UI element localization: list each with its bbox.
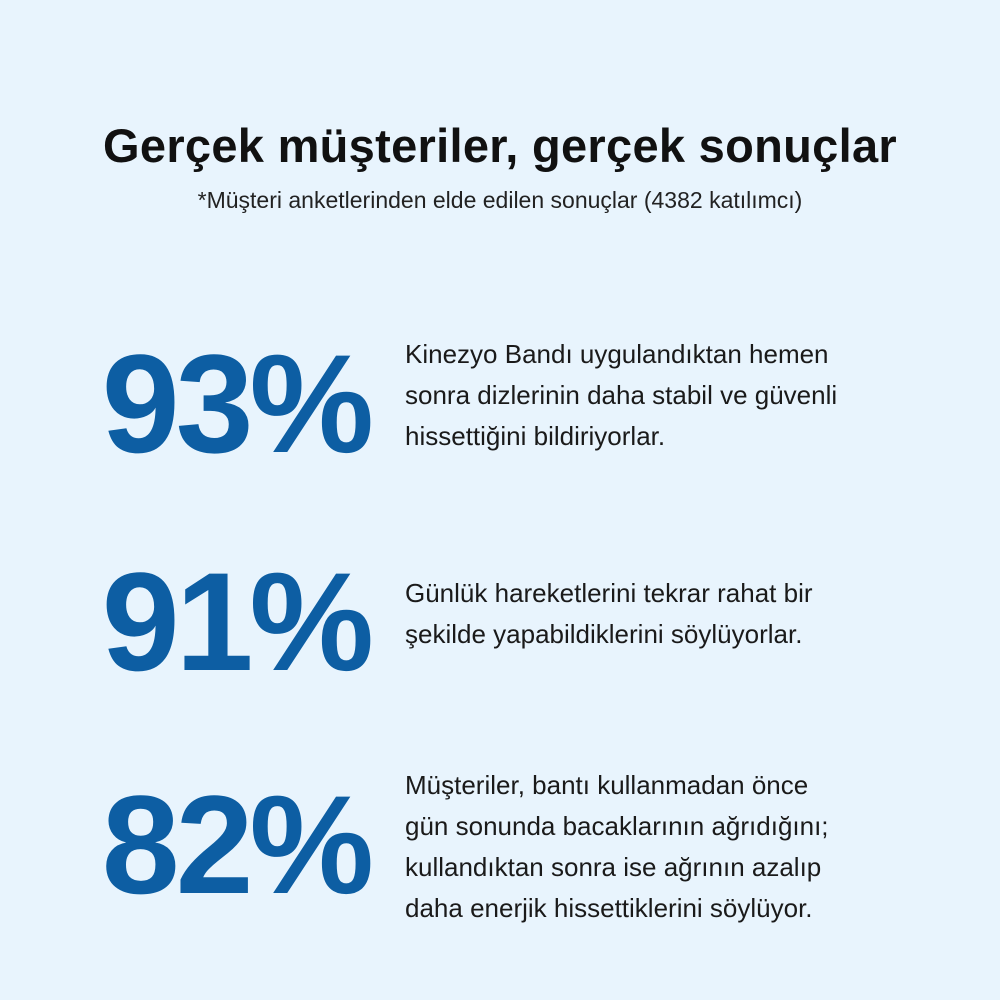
stat-description-line: gün sonunda bacaklarının ağrıdığını; xyxy=(405,811,829,841)
stat-description-line: Kinezyo Bandı uygulandıktan hemen xyxy=(405,339,829,369)
stat-description-3 xyxy=(405,765,975,929)
stat-description-2 xyxy=(405,573,975,655)
stat-description-1 xyxy=(405,334,975,457)
stat-percent-1: 93% xyxy=(101,325,370,482)
stat-description-line: kullandıktan sonra ise ağrının azalıp xyxy=(405,852,822,882)
stat-description-line: Müşteriler, bantı kullanmadan önce xyxy=(405,770,809,800)
stat-description-line: sonra dizlerinin daha stabil ve güvenli xyxy=(405,380,838,410)
page-title: Gerçek müşteriler, gerçek sonuçlar xyxy=(103,119,897,172)
stat-description-line: daha enerjik hissettiklerini söylüyor. xyxy=(405,893,813,923)
stat-percent-3: 82% xyxy=(101,766,370,923)
stat-percent-2: 91% xyxy=(101,543,370,700)
stat-description-line: hissettiğini bildiriyorlar. xyxy=(405,421,666,451)
stat-description-line: Günlük hareketlerini tekrar rahat bir xyxy=(405,578,813,608)
stat-description-line: şekilde yapabildiklerini söylüyorlar. xyxy=(405,619,803,649)
page-subtitle: *Müşteri anketlerinden elde edilen sonuçlar (4382 katılımcı) xyxy=(197,187,803,213)
